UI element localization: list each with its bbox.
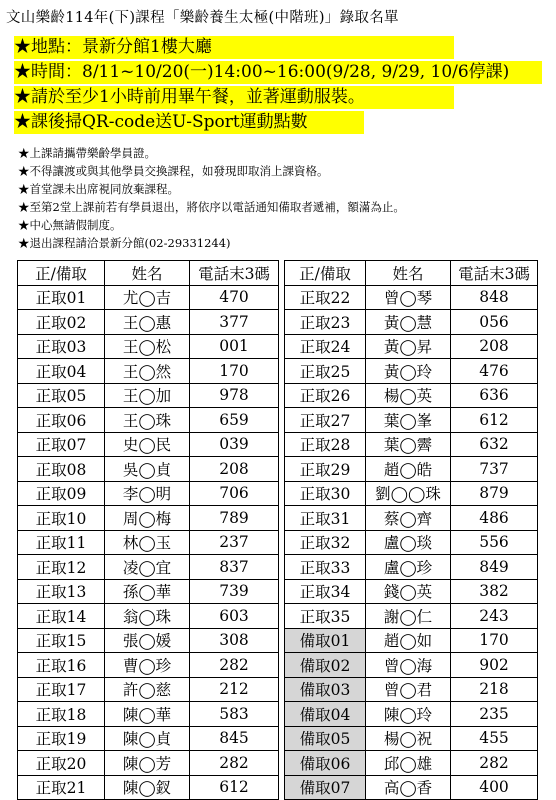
cell-phone: 978	[190, 383, 279, 408]
table-row	[18, 285, 279, 310]
table-row	[285, 457, 538, 482]
cell-name: 黃◯玲	[366, 359, 451, 384]
header-name: 姓名	[105, 261, 190, 286]
cell-phone: 603	[190, 604, 279, 629]
cell-status: 正取16	[18, 653, 105, 678]
table-row	[285, 677, 538, 702]
cell-status: 正取20	[18, 751, 105, 776]
table-row	[18, 481, 279, 506]
cell-name: 翁◯珠	[105, 604, 190, 629]
table-row	[285, 775, 538, 800]
cell-status: 正取04	[18, 359, 105, 384]
cell-name: 孫◯華	[105, 579, 190, 604]
table-row	[285, 702, 538, 727]
cell-status: 正取24	[285, 334, 366, 359]
table-row	[285, 579, 538, 604]
cell-name: 周◯梅	[105, 506, 190, 531]
lunch-highlight: ★請於至少1小時前用畢午餐，並著運動服裝。	[14, 86, 454, 109]
table-row	[18, 751, 279, 776]
cell-phone: 845	[190, 726, 279, 751]
schedule-highlight: ★時間：8/11~10/20(一)14:00~16:00(9/28, 9/29, 10/6停課)	[14, 61, 542, 84]
cell-phone: 237	[190, 530, 279, 555]
table-row	[18, 359, 279, 384]
table-row	[285, 334, 538, 359]
cell-status: 正取10	[18, 506, 105, 531]
note-item: ★退出課程請洽景新分館(02-29331244)	[18, 236, 231, 250]
cell-name: 王◯珠	[105, 408, 190, 433]
cell-phone: 706	[190, 481, 279, 506]
table-row	[285, 285, 538, 310]
cell-name: 錢◯英	[366, 579, 451, 604]
cell-status: 正取31	[285, 506, 366, 531]
table-header-row	[285, 261, 538, 286]
note-item: ★首堂課未出席視同放棄課程。	[18, 182, 179, 196]
cell-phone: 739	[190, 579, 279, 604]
cell-phone: 212	[190, 677, 279, 702]
cell-status: 正取08	[18, 457, 105, 482]
cell-phone: 377	[190, 310, 279, 335]
cell-phone: 737	[451, 457, 538, 482]
cell-status: 正取32	[285, 530, 366, 555]
cell-status: 備取06	[285, 751, 366, 776]
cell-name: 陳◯華	[105, 702, 190, 727]
table-row	[18, 506, 279, 531]
table-row	[18, 334, 279, 359]
cell-status: 正取34	[285, 579, 366, 604]
cell-status: 正取26	[285, 383, 366, 408]
location-highlight: ★地點：景新分館1樓大廳	[14, 36, 454, 59]
cell-name: 楊◯祝	[366, 726, 451, 751]
cell-status: 備取02	[285, 653, 366, 678]
cell-phone: 170	[451, 628, 538, 653]
cell-name: 蔡◯齊	[366, 506, 451, 531]
cell-phone: 632	[451, 432, 538, 457]
header-name: 姓名	[366, 261, 451, 286]
qr-highlight: ★課後掃QR-code送U-Sport運動點數	[14, 111, 364, 134]
cell-status: 正取13	[18, 579, 105, 604]
cell-phone: 470	[190, 285, 279, 310]
cell-phone: 056	[451, 310, 538, 335]
cell-name: 盧◯珍	[366, 555, 451, 580]
cell-phone: 282	[190, 653, 279, 678]
note-item: ★中心無請假制度。	[18, 218, 122, 232]
cell-phone: 282	[190, 751, 279, 776]
table-row	[18, 408, 279, 433]
table-row	[18, 432, 279, 457]
cell-phone: 382	[451, 579, 538, 604]
cell-phone: 001	[190, 334, 279, 359]
cell-name: 趙◯如	[366, 628, 451, 653]
cell-name: 王◯松	[105, 334, 190, 359]
table-row	[18, 702, 279, 727]
note-item: ★至第2堂上課前若有學員退出，將依序以電話通知備取者遞補，額滿為止。	[18, 200, 405, 214]
cell-phone: 612	[190, 775, 279, 800]
table-row	[285, 555, 538, 580]
cell-status: 正取03	[18, 334, 105, 359]
table-row	[18, 383, 279, 408]
cell-name: 陳◯芳	[105, 751, 190, 776]
cell-phone: 848	[451, 285, 538, 310]
table-row	[18, 457, 279, 482]
cell-phone: 612	[451, 408, 538, 433]
table-row	[285, 726, 538, 751]
cell-phone: 455	[451, 726, 538, 751]
table-row	[285, 506, 538, 531]
cell-phone: 486	[451, 506, 538, 531]
cell-status: 正取09	[18, 481, 105, 506]
cell-phone: 282	[451, 751, 538, 776]
table-row	[18, 604, 279, 629]
table-row	[285, 481, 538, 506]
table-row	[18, 677, 279, 702]
cell-status: 正取33	[285, 555, 366, 580]
header-status: 正/備取	[18, 261, 105, 286]
cell-name: 葉◯霽	[366, 432, 451, 457]
cell-name: 趙◯皓	[366, 457, 451, 482]
header-status: 正/備取	[285, 261, 366, 286]
cell-name: 劉◯◯珠	[366, 481, 451, 506]
cell-status: 正取21	[18, 775, 105, 800]
cell-status: 正取11	[18, 530, 105, 555]
cell-status: 正取18	[18, 702, 105, 727]
cell-phone: 789	[190, 506, 279, 531]
table-row	[285, 359, 538, 384]
cell-name: 盧◯琰	[366, 530, 451, 555]
cell-status: 正取17	[18, 677, 105, 702]
cell-status: 正取02	[18, 310, 105, 335]
cell-name: 李◯明	[105, 481, 190, 506]
cell-phone: 849	[451, 555, 538, 580]
table-row	[285, 530, 538, 555]
cell-status: 備取03	[285, 677, 366, 702]
cell-phone: 902	[451, 653, 538, 678]
table-row	[285, 310, 538, 335]
cell-status: 正取06	[18, 408, 105, 433]
cell-phone: 243	[451, 604, 538, 629]
cell-status: 正取29	[285, 457, 366, 482]
roster-table-right	[284, 260, 538, 800]
table-row	[285, 408, 538, 433]
cell-name: 陳◯貞	[105, 726, 190, 751]
table-row	[18, 775, 279, 800]
cell-status: 正取01	[18, 285, 105, 310]
note-item: ★上課請攜帶樂齡學員證。	[18, 146, 156, 160]
cell-name: 王◯加	[105, 383, 190, 408]
cell-status: 備取04	[285, 702, 366, 727]
cell-phone: 208	[451, 334, 538, 359]
cell-status: 正取12	[18, 555, 105, 580]
cell-phone: 636	[451, 383, 538, 408]
cell-status: 正取22	[285, 285, 366, 310]
cell-name: 邱◯雄	[366, 751, 451, 776]
cell-status: 正取15	[18, 628, 105, 653]
cell-phone: 556	[451, 530, 538, 555]
table-row	[285, 653, 538, 678]
cell-name: 吳◯貞	[105, 457, 190, 482]
cell-name: 凌◯宜	[105, 555, 190, 580]
cell-name: 陳◯釵	[105, 775, 190, 800]
notes-list	[18, 144, 405, 252]
cell-status: 備取07	[285, 775, 366, 800]
table-row	[18, 579, 279, 604]
cell-name: 王◯惠	[105, 310, 190, 335]
cell-phone: 400	[451, 775, 538, 800]
cell-status: 備取01	[285, 628, 366, 653]
cell-name: 楊◯英	[366, 383, 451, 408]
cell-status: 正取35	[285, 604, 366, 629]
cell-name: 黃◯昇	[366, 334, 451, 359]
cell-name: 曾◯君	[366, 677, 451, 702]
header-phone: 電話末3碼	[190, 261, 279, 286]
cell-status: 正取25	[285, 359, 366, 384]
highlight-block	[14, 36, 542, 136]
cell-name: 林◯玉	[105, 530, 190, 555]
cell-name: 曹◯珍	[105, 653, 190, 678]
cell-name: 史◯民	[105, 432, 190, 457]
table-row	[18, 653, 279, 678]
cell-name: 尤◯吉	[105, 285, 190, 310]
cell-status: 備取05	[285, 726, 366, 751]
cell-name: 張◯媛	[105, 628, 190, 653]
table-row	[285, 432, 538, 457]
cell-phone: 170	[190, 359, 279, 384]
cell-name: 王◯然	[105, 359, 190, 384]
cell-phone: 218	[451, 677, 538, 702]
cell-status: 正取28	[285, 432, 366, 457]
cell-status: 正取27	[285, 408, 366, 433]
cell-status: 正取07	[18, 432, 105, 457]
cell-phone: 308	[190, 628, 279, 653]
cell-phone: 837	[190, 555, 279, 580]
cell-name: 曾◯琴	[366, 285, 451, 310]
table-row	[18, 726, 279, 751]
cell-phone: 208	[190, 457, 279, 482]
table-row	[18, 555, 279, 580]
cell-name: 黃◯慧	[366, 310, 451, 335]
cell-phone: 039	[190, 432, 279, 457]
cell-name: 陳◯玲	[366, 702, 451, 727]
cell-status: 正取23	[285, 310, 366, 335]
cell-name: 謝◯仁	[366, 604, 451, 629]
table-row	[18, 530, 279, 555]
roster-table-left	[17, 260, 279, 800]
cell-phone: 879	[451, 481, 538, 506]
table-row	[285, 751, 538, 776]
cell-status: 正取05	[18, 383, 105, 408]
cell-phone: 235	[451, 702, 538, 727]
header-phone: 電話末3碼	[451, 261, 538, 286]
cell-name: 高◯香	[366, 775, 451, 800]
note-item: ★不得讓渡或與其他學員交換課程，如發現即取消上課資格。	[18, 164, 329, 178]
cell-phone: 659	[190, 408, 279, 433]
cell-phone: 476	[451, 359, 538, 384]
table-row	[285, 383, 538, 408]
cell-name: 葉◯峯	[366, 408, 451, 433]
cell-phone: 583	[190, 702, 279, 727]
table-row	[18, 628, 279, 653]
cell-name: 許◯慈	[105, 677, 190, 702]
table-row	[285, 628, 538, 653]
table-row	[18, 310, 279, 335]
page-title: 文山樂齡114年(下)課程「樂齡養生太極(中階班)」錄取名單	[6, 10, 399, 26]
table-row	[285, 604, 538, 629]
cell-status: 正取14	[18, 604, 105, 629]
table-header-row	[18, 261, 279, 286]
cell-status: 正取19	[18, 726, 105, 751]
cell-name: 曾◯海	[366, 653, 451, 678]
cell-status: 正取30	[285, 481, 366, 506]
